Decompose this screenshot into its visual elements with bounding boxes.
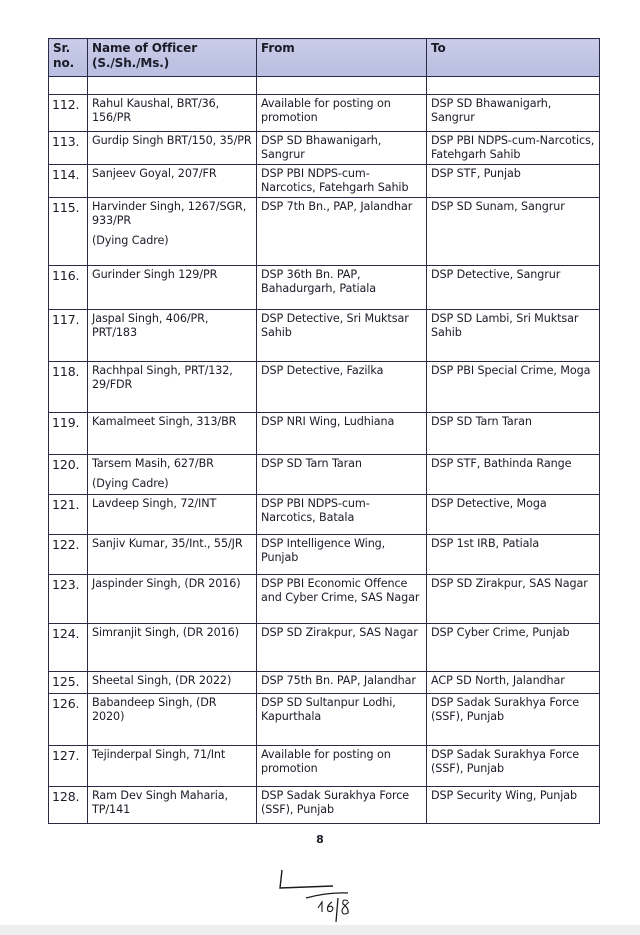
to-cell: DSP SD Zirakpur, SAS Nagar	[427, 575, 600, 624]
table-row	[49, 672, 600, 694]
officer-name-cell	[88, 266, 257, 310]
sr-no-cell: 116.	[49, 266, 88, 310]
sr-no-cell: 120.	[49, 455, 88, 495]
empty-cell	[257, 77, 427, 95]
to-cell: DSP 1st IRB, Patiala	[427, 535, 600, 575]
officer-name: Sanjeev Goyal, 207/FR	[92, 167, 217, 180]
from-cell: DSP PBI NDPS-cum-Narcotics, Fatehgarh Sahib	[257, 165, 427, 198]
officer-name: Gurinder Singh 129/PR	[92, 268, 218, 281]
table-row	[49, 266, 600, 310]
officer-name-cell	[88, 787, 257, 824]
header-from: From	[257, 39, 427, 77]
officer-note: (Dying Cadre)	[92, 234, 169, 247]
to-cell: DSP SD Lambi, Sri Muktsar Sahib	[427, 310, 600, 362]
officer-name-cell	[88, 624, 257, 672]
sr-no-cell: 119.	[49, 413, 88, 455]
officer-name-cell	[88, 413, 257, 455]
from-cell: Available for posting on promotion	[257, 746, 427, 787]
officer-name-cell	[88, 672, 257, 694]
table-row	[49, 535, 600, 575]
table-header-row	[49, 39, 600, 77]
to-cell: DSP PBI Special Crime, Moga	[427, 362, 600, 413]
to-cell: DSP STF, Bathinda Range	[427, 455, 600, 495]
officer-name: Jaspinder Singh, (DR 2016)	[92, 577, 241, 590]
from-cell: DSP 36th Bn. PAP, Bahadurgarh, Patiala	[257, 266, 427, 310]
to-cell: DSP Sadak Surakhya Force (SSF), Punjab	[427, 694, 600, 746]
officer-name-cell	[88, 95, 257, 132]
officer-name: Tarsem Masih, 627/BR	[92, 457, 214, 470]
to-cell: DSP Security Wing, Punjab	[427, 787, 600, 824]
officer-name: Simranjit Singh, (DR 2016)	[92, 626, 239, 639]
officer-name-cell	[88, 455, 257, 495]
sr-no-cell: 121.	[49, 495, 88, 535]
officer-note: (Dying Cadre)	[92, 477, 169, 490]
from-cell: DSP SD Zirakpur, SAS Nagar	[257, 624, 427, 672]
from-cell: DSP SD Tarn Taran	[257, 455, 427, 495]
sr-no-cell: 118.	[49, 362, 88, 413]
officer-name: Rahul Kaushal, BRT/36, 156/PR	[92, 97, 220, 124]
officer-name-cell	[88, 575, 257, 624]
empty-cell	[49, 77, 88, 95]
officer-name-cell	[88, 495, 257, 535]
officer-name: Babandeep Singh, (DR 2020)	[92, 696, 217, 723]
officer-name-cell	[88, 694, 257, 746]
sr-no-cell: 117.	[49, 310, 88, 362]
from-cell: DSP Sadak Surakhya Force (SSF), Punjab	[257, 787, 427, 824]
sr-no-cell: 112.	[49, 95, 88, 132]
table-row	[49, 310, 600, 362]
officer-name: Harvinder Singh, 1267/SGR, 933/PR	[92, 200, 247, 227]
table-row	[49, 694, 600, 746]
table-row	[49, 787, 600, 824]
officer-name-cell	[88, 746, 257, 787]
from-cell: DSP SD Bhawanigarh, Sangrur	[257, 132, 427, 165]
to-cell: DSP STF, Punjab	[427, 165, 600, 198]
officer-name-cell	[88, 362, 257, 413]
to-cell: DSP Detective, Sangrur	[427, 266, 600, 310]
to-cell: DSP SD Sunam, Sangrur	[427, 198, 600, 266]
sr-no-cell: 115.	[49, 198, 88, 266]
to-cell: DSP SD Tarn Taran	[427, 413, 600, 455]
page-bottom-edge	[0, 925, 640, 935]
sr-no-cell: 128.	[49, 787, 88, 824]
sr-no-cell: 122.	[49, 535, 88, 575]
page-number: 8	[316, 833, 324, 846]
to-cell: DSP Detective, Moga	[427, 495, 600, 535]
officer-name: Sheetal Singh, (DR 2022)	[92, 674, 232, 687]
sr-no-cell: 124.	[49, 624, 88, 672]
from-cell: DSP 7th Bn., PAP, Jalandhar	[257, 198, 427, 266]
header-sr-no: Sr. no.	[49, 39, 88, 77]
postings-table	[48, 38, 600, 824]
table-row	[49, 362, 600, 413]
table-row	[49, 746, 600, 787]
officer-name: Jaspal Singh, 406/PR, PRT/183	[92, 312, 209, 339]
sr-no-cell: 126.	[49, 694, 88, 746]
from-cell: DSP Detective, Fazilka	[257, 362, 427, 413]
to-cell: DSP SD Bhawanigarh, Sangrur	[427, 95, 600, 132]
handwritten-signature	[278, 868, 368, 924]
from-cell: DSP Intelligence Wing, Punjab	[257, 535, 427, 575]
sr-no-cell: 114.	[49, 165, 88, 198]
sr-no-cell: 125.	[49, 672, 88, 694]
table-row	[49, 198, 600, 266]
from-cell: DSP NRI Wing, Ludhiana	[257, 413, 427, 455]
officer-name: Kamalmeet Singh, 313/BR	[92, 415, 237, 428]
header-to: To	[427, 39, 600, 77]
empty-row	[49, 77, 600, 95]
table-row	[49, 575, 600, 624]
table-row	[49, 413, 600, 455]
officer-name: Gurdip Singh BRT/150, 35/PR	[92, 134, 252, 147]
officer-name-cell	[88, 535, 257, 575]
from-cell: DSP PBI Economic Offence and Cyber Crime, SAS Nagar	[257, 575, 427, 624]
to-cell: DSP Cyber Crime, Punjab	[427, 624, 600, 672]
officer-name-cell	[88, 132, 257, 165]
table-row	[49, 165, 600, 198]
table-row	[49, 455, 600, 495]
from-cell: DSP 75th Bn. PAP, Jalandhar	[257, 672, 427, 694]
officer-name-cell	[88, 310, 257, 362]
table-row	[49, 624, 600, 672]
officer-name: Lavdeep Singh, 72/INT	[92, 497, 217, 510]
from-cell: DSP Detective, Sri Muktsar Sahib	[257, 310, 427, 362]
table-row	[49, 132, 600, 165]
officer-name: Rachhpal Singh, PRT/132, 29/FDR	[92, 364, 233, 391]
empty-cell	[88, 77, 257, 95]
to-cell: ACP SD North, Jalandhar	[427, 672, 600, 694]
from-cell: Available for posting on promotion	[257, 95, 427, 132]
sr-no-cell: 123.	[49, 575, 88, 624]
to-cell: DSP PBI NDPS-cum-Narcotics, Fatehgarh Sahib	[427, 132, 600, 165]
officer-name: Ram Dev Singh Maharia, TP/141	[92, 789, 228, 816]
officer-name-cell	[88, 165, 257, 198]
table-row	[49, 95, 600, 132]
officer-name-cell	[88, 198, 257, 266]
empty-cell	[427, 77, 600, 95]
from-cell: DSP PBI NDPS-cum-Narcotics, Batala	[257, 495, 427, 535]
header-name-of-officer: Name of Officer (S./Sh./Ms.)	[88, 39, 257, 77]
sr-no-cell: 127.	[49, 746, 88, 787]
officer-name: Tejinderpal Singh, 71/Int	[92, 748, 226, 761]
from-cell: DSP SD Sultanpur Lodhi, Kapurthala	[257, 694, 427, 746]
officer-name: Sanjiv Kumar, 35/Int., 55/JR	[92, 537, 243, 550]
table-row	[49, 495, 600, 535]
sr-no-cell: 113.	[49, 132, 88, 165]
to-cell: DSP Sadak Surakhya Force (SSF), Punjab	[427, 746, 600, 787]
